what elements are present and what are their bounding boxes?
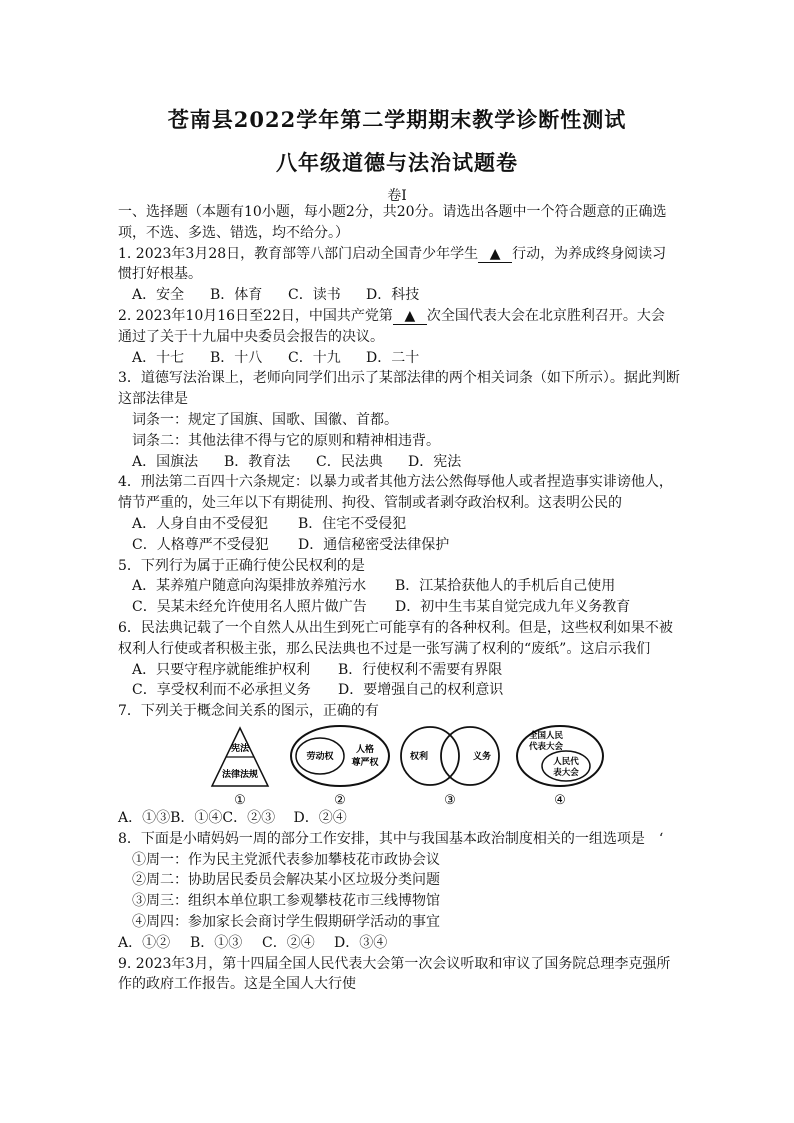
q2-options: [118, 348, 678, 369]
question-body: [118, 202, 678, 995]
q6-option-a: A．只要守程序就能维护权利: [132, 661, 311, 678]
q3-option-b: B．教育法: [224, 453, 291, 470]
fig3-right-label: 义务: [472, 751, 492, 762]
q4-option-a: A．人身自由不受侵犯: [132, 515, 269, 532]
q6-option-d: D．要增强自己的权利意识: [338, 682, 504, 699]
figure-3-venn: [401, 727, 499, 808]
q8-options: [118, 933, 678, 954]
q5-option-a: A．某养殖户随意向沟渠排放养殖污水: [132, 578, 367, 595]
q4-option-d: D．通信秘密受法律保护: [298, 536, 450, 553]
q8-option-d: D．③④: [334, 934, 388, 951]
exam-subtitle: 八年级道德与法治试题卷: [276, 150, 518, 175]
q1-options: [118, 285, 678, 306]
q2-stem-line-2: 通过了关于十九届中央委员会报告的决议。: [118, 328, 384, 345]
q7-stem: 7．下列关于概念间关系的图示，正确的有: [118, 703, 379, 720]
q6-option-c: C．享受权利而不必承担义务: [132, 682, 311, 699]
q1-option-a: A．安全: [132, 287, 185, 304]
q1-text-a: 1. 2023年3月28日，教育部等八部门启动全国青少年学生: [118, 245, 479, 262]
fig4-inner-label-2: 表大会: [553, 767, 579, 778]
q9-stem-line-2: 作的政府工作报告。这是全国人大行使: [118, 976, 356, 993]
q5-options-row-1: [118, 576, 678, 597]
fig4-outer-label-2: 代表大会: [528, 741, 564, 752]
q8-item-2: ②周二：协助居民委员会解决某小区垃圾分类问题: [132, 872, 440, 889]
fig4-number: ④: [554, 792, 566, 808]
fig2-left-label: 劳动权: [306, 751, 334, 762]
q4-option-b: B．住宅不受侵犯: [298, 515, 407, 532]
q6-stem-line-2: 权利人行使或者积极主张，那么民法典也不过是一张写满了权利的“废纸”。这启示我们: [118, 640, 651, 657]
section-intro-line-1: 一、选择题（本题有10小题，每小题2分，共20分。请选出各题中一个符合题意的正确选: [118, 204, 667, 220]
q4-stem-line-1: 4．刑法第二百四十六条规定：以暴力或者其他方法公然侮辱他人或者捏造事实诽谤他人，: [118, 474, 673, 491]
q2-text-b: 次全国代表大会在北京胜利召开。大会: [426, 307, 665, 324]
fig2-right-label-2: 尊严权: [351, 757, 379, 768]
concept-diagrams: [208, 724, 608, 808]
q4-option-c: C．人格尊严不受侵犯: [132, 536, 269, 553]
q3-option-a: A．国旗法: [132, 453, 199, 470]
q2-stem-line-1: [118, 306, 678, 327]
q3-options: [118, 452, 678, 473]
q8-option-c: C．②④: [262, 934, 315, 951]
q8-option-a: A．①②: [118, 934, 171, 951]
q8-option-b: B．①③: [190, 934, 243, 951]
fig4-inner-label-1: 人民代: [553, 756, 579, 767]
q2-text-a: 2. 2023年10月16日至22日，中国共产党第: [118, 307, 393, 324]
fig3-number: ③: [444, 792, 456, 808]
q1-text-b: 行动，为养成终身阅读习: [512, 245, 667, 262]
fig1-bottom-label: 法律法规: [221, 769, 259, 780]
q6-stem-line-1: 6．民法典记载了一个自然人从出生到死亡可能享有的各种权利。但是，这些权利如果不被: [118, 619, 673, 636]
fig4-outer-label-1: 全国人民: [528, 730, 564, 741]
q5-option-b: B．江某拾获他人的手机后自己使用: [395, 578, 616, 595]
q9-stem-line-1: 9. 2023年3月，第十四届全国人民代表大会第一次会议听取和审议了国务院总理李克强所: [118, 955, 671, 972]
q4-options-row-2: [118, 535, 678, 556]
q2-option-c: C．十九: [288, 349, 341, 366]
q1-stem-line-1: [118, 244, 678, 265]
q2-option-d: D．二十: [366, 349, 420, 366]
q5-options-row-2: [118, 597, 678, 618]
q2-option-a: A．十七: [132, 349, 185, 366]
section-intro-line-2: 项，不选、多选、错选，均不给分。）: [118, 224, 349, 241]
exam-title: 苍南县2022学年第二学期期末教学诊断性测试: [167, 107, 627, 132]
q1-option-d: D．科技: [366, 287, 420, 304]
q3-entry-2: 词条二：其他法律不得与它的原则和精神相违背。: [132, 432, 440, 449]
fig2-right-label-1: 人格: [355, 744, 375, 755]
q3-option-c: C．民法典: [316, 453, 383, 470]
q8-item-1: ①周一：作为民主党派代表参加攀枝花市政协会议: [132, 851, 440, 868]
fig1-number: ①: [234, 792, 246, 808]
figure-2-ellipses: [291, 726, 389, 808]
q8-stem: 8．下面是小晴妈妈一周的部分工作安排，其中与我国基本政治制度相关的一组选项是 ‘: [118, 830, 664, 847]
q8-item-3: ③周三：组织本单位职工参观攀枝花市三线博物馆: [132, 893, 440, 910]
q2-option-b: B．十八: [210, 349, 263, 366]
q5-option-c: C．吴某未经允许使用名人照片做广告: [132, 599, 367, 616]
volume-label: 卷Ⅰ: [387, 188, 407, 204]
q1-blank: ▲: [478, 246, 512, 263]
fig2-number: ②: [334, 792, 346, 808]
q1-option-b: B．体育: [210, 287, 263, 304]
q5-option-d: D．初中生韦某自觉完成九年义务教育: [395, 599, 631, 616]
q6-options-row-2: [118, 680, 678, 701]
q4-stem-line-2: 情节严重的，处三年以下有期徒刑、拘役、管制或者剥夺政治权利。这表明公民的: [118, 495, 622, 512]
q7-figures: [118, 722, 678, 808]
q7-options: A．①③B．①④C．②③ D．②④: [118, 809, 347, 826]
q6-options-row-1: [118, 660, 678, 681]
figure-1-triangle: [212, 728, 268, 808]
q1-stem-line-2: 惯打好根基。: [118, 266, 202, 283]
q8-item-4: ④周四：参加家长会商讨学生假期研学活动的事宜: [132, 913, 440, 930]
figure-4-nested: [517, 726, 603, 808]
q3-stem-line-2: 这部法律是: [118, 391, 188, 408]
fig3-left-label: 权利: [409, 751, 429, 762]
fig1-top-label: 宪法: [230, 743, 250, 754]
q6-option-b: B．行使权利不需要有界限: [338, 661, 503, 678]
q2-blank: ▲: [393, 308, 427, 325]
q5-stem: 5．下列行为属于正确行使公民权利的是: [118, 557, 365, 574]
q3-option-d: D．宪法: [408, 453, 462, 470]
q1-option-c: C．读书: [288, 287, 341, 304]
q3-entry-1: 词条一：规定了国旗、国歌、国徽、首都。: [132, 411, 398, 428]
q4-options-row-1: [118, 514, 678, 535]
q3-stem-line-1: 3．道德写法治课上，老师向同学们出示了某部法律的两个相关词条（如下所示）。据此判断: [118, 370, 680, 387]
